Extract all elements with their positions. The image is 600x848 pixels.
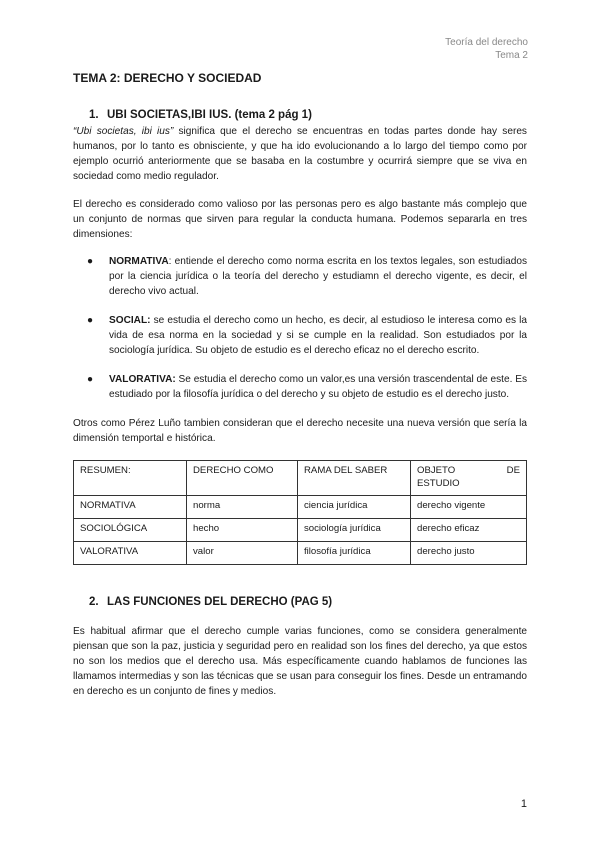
dimension-text: se estudia el derecho como un hecho, es decir, al estudioso le interesa como es la vida de esa norma en la sociedad y si se cumple en la realidad. Son estudiados por la sociología jurídica. Su objeto de estudio es el derecho eficaz no el derecho escrito. [109, 315, 527, 356]
table-cell: norma [187, 496, 298, 519]
header-word: DE [506, 465, 520, 476]
header-topic: Tema 2 [495, 50, 528, 61]
table-cell: derecho vigente [411, 496, 527, 519]
bullet-icon: ● [87, 374, 94, 385]
table-header-cell: DERECHO COMO [187, 461, 298, 496]
bullet-icon: ● [87, 256, 94, 267]
header-word: ESTUDIO [417, 478, 460, 489]
summary-table [73, 460, 527, 565]
dimension-text: : entiende el derecho como norma escrita en los textos legales, son estudiados por la ciencia jurídica o la teoría del derecho y estudiamn el derecho vigente, es decir, el derecho vivo actual. [109, 256, 527, 297]
table-cell: ciencia jurídica [298, 496, 411, 519]
table-cell: NORMATIVA [74, 496, 187, 519]
table-row [74, 496, 527, 519]
table-cell: derecho eficaz [411, 519, 527, 542]
header-subject: Teoría del derecho [445, 37, 528, 48]
section-2-paragraph: Es habitual afirmar que el derecho cumple varias funciones, como se considera generalmente piensan que son la paz, justicia y seguridad pero en realidad son los fines del derecho, ya que estos no son los medios que el derecho usa. Más específicamente cuando hablamos de funciones las llamamos intermedias y son las técnicas que se usan para conseguir los fines. Desde un entramando en derecho es un conjunto de fines y medios. [73, 626, 527, 697]
table-cell: valor [187, 542, 298, 565]
table-cell: VALORATIVA [74, 542, 187, 565]
table-cell: SOCIOLÓGICA [74, 519, 187, 542]
section-1-title: UBI SOCIETAS,IBI IUS. (tema 2 pág 1) [107, 109, 312, 121]
table-cell: filosofía jurídica [298, 542, 411, 565]
intro-text: significa que el derecho se encuentras en todas partes donde hay seres humanos, por lo tanto es obnisciente, y que ha ido evolucionando a lo largo del tiempo como por ejemplo ocurrió anteriormente que se basaba en la costumbre y ocurrirá siempre que se viva en sociedad como medio regulador. [73, 126, 527, 182]
table-header-cell: RESUMEN: [74, 461, 187, 496]
section-1-heading [89, 108, 527, 123]
document-body [73, 70, 527, 699]
header-word: OBJETO [417, 465, 456, 476]
section-1-paragraph-2: El derecho es considerado como valioso por las personas pero es algo bastante más complejo que un conjunto de normas que sirven para regular la conducta humana. Podemos separarla en tres dimensiones: [73, 199, 527, 240]
table-cell: hecho [187, 519, 298, 542]
section-1-paragraph-3: Otros como Pérez Luño tambien consideran que el derecho necesite una nueva versión que sería la dimensión temportal e histórica. [73, 418, 527, 444]
table-cell: derecho justo [411, 542, 527, 565]
latin-phrase: “Ubi societas, ibi ius” [73, 126, 174, 137]
section-2-heading [89, 595, 527, 610]
page-number: 1 [520, 798, 527, 810]
dimension-text: Se estudia el derecho como un valor,es una versión trascendental de este. Es estudiado por la filosofía jurídica o del derecho y su objeto de estudio es el derecho justo. [109, 374, 527, 400]
dimension-term: NORMATIVA [109, 256, 169, 267]
section-1-number: 1. [89, 109, 99, 121]
table-header-cell [411, 461, 527, 496]
table-cell: sociología jurídica [298, 519, 411, 542]
list-item [73, 254, 527, 299]
dimension-term: VALORATIVA: [109, 374, 176, 385]
table-header-row [74, 461, 527, 496]
page-header [445, 36, 528, 62]
dimensions-list [73, 254, 527, 402]
list-item [73, 372, 527, 402]
table-row [74, 542, 527, 565]
section-2-title: LAS FUNCIONES DEL DERECHO (PAG 5) [107, 596, 333, 608]
table-header-cell: RAMA DEL SABER [298, 461, 411, 496]
document-title: TEMA 2: DERECHO Y SOCIEDAD [73, 71, 262, 85]
dimension-term: SOCIAL: [109, 315, 151, 326]
list-item [73, 313, 527, 358]
bullet-icon: ● [87, 315, 94, 326]
table-row [74, 519, 527, 542]
section-1-intro [73, 124, 527, 184]
section-2-number: 2. [89, 596, 99, 608]
